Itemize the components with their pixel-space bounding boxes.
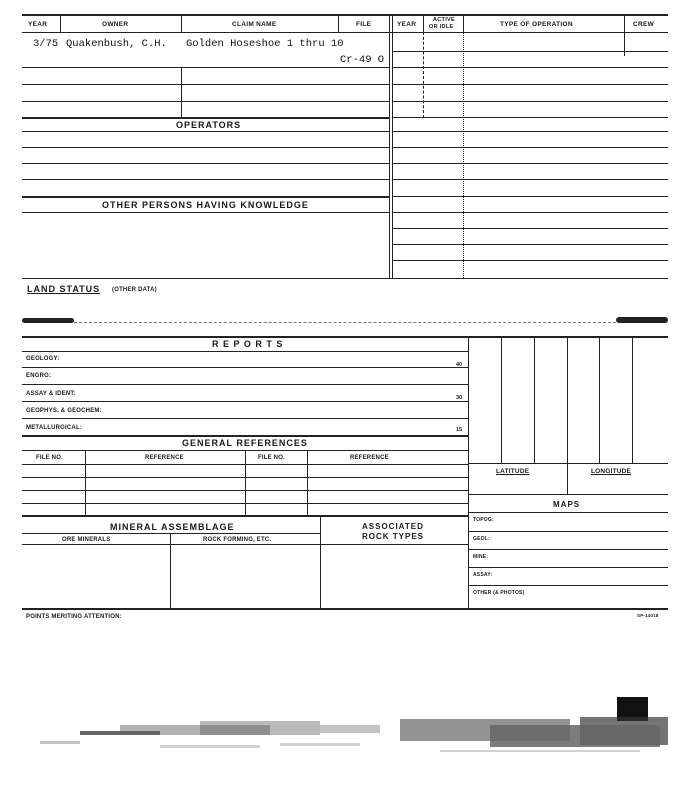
owner-divider [181, 67, 182, 117]
row-line [22, 196, 389, 198]
reports-top [22, 336, 668, 338]
entry-owner: Quakenbush, C.H. [66, 38, 167, 50]
reports-title: R E P O R T S [212, 339, 284, 349]
general-references-title: GENERAL REFERENCES [182, 438, 308, 448]
right-row-line [392, 67, 668, 68]
row-line [22, 212, 389, 213]
grid-col [632, 336, 633, 463]
scale-30: 30 [456, 395, 463, 401]
faint-col [463, 32, 464, 278]
row-line [22, 84, 389, 85]
ref-col [307, 450, 308, 515]
grid-row [468, 463, 668, 464]
sep [338, 14, 339, 32]
maps-geol: GEOL: [473, 536, 490, 542]
ref-col [85, 450, 86, 515]
right-row-line [392, 117, 668, 118]
row-line [22, 384, 468, 385]
header-bottom-line [22, 32, 668, 33]
row-line [22, 367, 468, 368]
maps-line [468, 567, 668, 568]
top-table-bottom [22, 278, 668, 279]
associated-rock-types-1: ASSOCIATED [362, 522, 424, 531]
scan-noise [20, 695, 670, 775]
punch-mark [22, 318, 74, 323]
right-row-line [392, 212, 668, 213]
geophys-label: GEOPHYS. & GEOCHEM: [26, 408, 102, 414]
ref-file-no-1: FILE NO. [36, 455, 63, 461]
right-row-line [392, 179, 668, 180]
maps-line [468, 531, 668, 532]
maps-assay: ASSAY: [473, 572, 493, 578]
mineral-assemblage-title: MINERAL ASSEMBLAGE [110, 522, 235, 532]
header-crew: CREW [633, 21, 655, 28]
grid-col [534, 336, 535, 463]
sep [60, 14, 61, 32]
header-file: FILE [356, 21, 372, 28]
right-row-line [392, 244, 668, 245]
row-line [22, 418, 468, 419]
sep [423, 14, 424, 32]
center-divider [392, 14, 393, 278]
row-line [22, 515, 468, 517]
row-line [22, 490, 468, 491]
right-row-line [392, 147, 668, 148]
row-line [22, 401, 468, 402]
bottom-border [22, 608, 668, 610]
row-line [22, 67, 389, 68]
row-line [22, 147, 389, 148]
center-divider [389, 14, 390, 278]
maps-mine: MINE: [473, 554, 489, 560]
grid-row [468, 494, 668, 495]
header-active-1: ACTIVE [433, 17, 455, 23]
grid-col [501, 336, 502, 463]
scale-15: 15 [456, 427, 463, 433]
right-row-line [392, 163, 668, 164]
faint-col [423, 32, 424, 118]
right-row-line [392, 84, 668, 85]
right-row-line [392, 131, 668, 132]
right-row-line [392, 196, 668, 197]
header-type-of-operation: TYPE OF OPERATION [500, 21, 573, 28]
entry-year: 3/75 [33, 38, 59, 50]
punch-mark [616, 317, 668, 323]
right-row-line [392, 51, 668, 52]
grid-col [567, 336, 568, 494]
maps-topog: TOPOG: [473, 517, 494, 523]
assay-label: ASSAY & IDENT: [26, 391, 76, 397]
form-code: SP-14018 [637, 613, 659, 618]
right-row-line [392, 228, 668, 229]
right-row-line [392, 101, 668, 102]
sep [463, 14, 464, 32]
associated-rock-types-2: ROCK TYPES [362, 532, 425, 541]
grid-col [599, 336, 600, 463]
land-status-line [74, 322, 616, 323]
top-border [22, 14, 668, 16]
sep [181, 14, 182, 32]
header-owner: OWNER [102, 21, 129, 28]
sep [624, 14, 625, 32]
geology-label: GEOLOGY: [26, 356, 60, 362]
ref-reference-2: REFERENCE [350, 455, 389, 461]
row-line [22, 101, 389, 102]
points-meriting-attention: POINTS MERITING ATTENTION: [26, 614, 122, 620]
ore-minerals-label: ORE MINERALS [62, 537, 111, 543]
land-status-title: LAND STATUS [27, 284, 101, 294]
mineral-col [320, 515, 321, 608]
maps-line [468, 585, 668, 586]
header-claim-name: CLAIM NAME [232, 21, 277, 28]
maps-line [468, 549, 668, 550]
ref-file-no-2: FILE NO. [258, 455, 285, 461]
entry-file: Cr-49 O [340, 54, 385, 66]
row-line [22, 435, 468, 437]
mineral-col [170, 533, 171, 608]
row-line [22, 464, 468, 465]
scale-40: 40 [456, 362, 463, 368]
header-active-2: OR IDLE [429, 24, 454, 30]
row-line [22, 533, 320, 534]
entry-claim-name: Golden Hoseshoe 1 thru 10 [186, 38, 344, 50]
ref-col [245, 450, 246, 515]
header-year: YEAR [28, 21, 48, 28]
engrg-label: ENGRG: [26, 373, 52, 379]
maps-other: OTHER (& PHOTOS) [473, 590, 525, 596]
land-status-sub: (OTHER DATA) [112, 287, 157, 293]
header-year-right: YEAR [397, 21, 417, 28]
metallurgical-label: METALLURGICAL: [26, 425, 83, 431]
row-line [22, 117, 389, 119]
operators-title: OPERATORS [176, 120, 242, 130]
maps-line [468, 512, 668, 513]
row-line [22, 351, 468, 352]
rock-forming-label: ROCK FORMING, ETC. [203, 537, 272, 543]
row-line [22, 503, 468, 504]
row-line [22, 179, 389, 180]
ref-reference-1: REFERENCE [145, 455, 184, 461]
faint-col [624, 32, 625, 56]
other-persons-title: OTHER PERSONS HAVING KNOWLEDGE [102, 200, 309, 210]
longitude-label: LONGITUDE [591, 468, 632, 475]
maps-title: MAPS [553, 500, 581, 509]
row-line [22, 477, 468, 478]
right-row-line [392, 260, 668, 261]
row-line [22, 544, 468, 545]
latitude-label: LATITUDE [496, 468, 530, 475]
row-line [22, 131, 389, 132]
row-line [22, 163, 389, 164]
